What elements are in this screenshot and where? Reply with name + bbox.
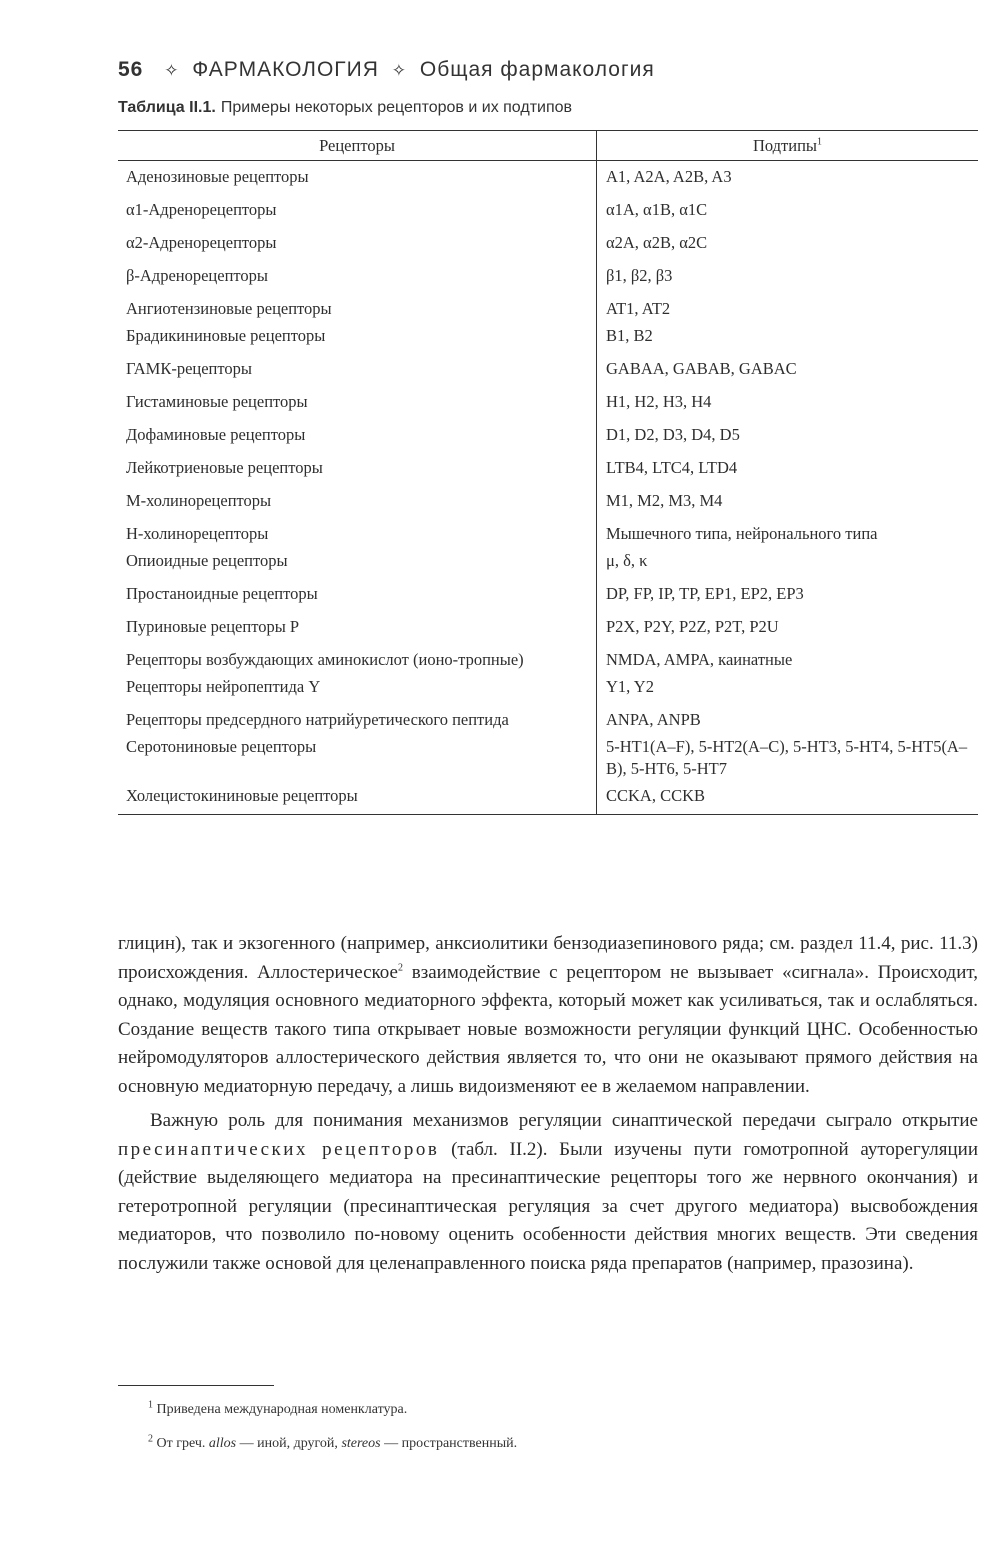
receptor-subtypes: NMDA, AMPA, каинатные xyxy=(597,644,979,671)
table-row xyxy=(118,611,978,644)
footnote xyxy=(148,1427,968,1461)
footnote-text: — иной, другой, xyxy=(236,1436,342,1451)
receptor-subtypes: CCKA, CCKB xyxy=(597,780,979,815)
receptor-subtypes: M1, M2, M3, M4 xyxy=(597,485,979,518)
receptor-subtypes: α1A, α1B, α1C xyxy=(597,194,979,227)
footnote-text: От греч. xyxy=(156,1436,209,1451)
footnote-mark: 2 xyxy=(148,1433,153,1445)
table-caption-text: Примеры некоторых рецепторов и их подтипов xyxy=(220,99,573,116)
table-row xyxy=(118,386,978,419)
table-row xyxy=(118,227,978,260)
page-number: 56 xyxy=(118,58,144,81)
table-row xyxy=(118,419,978,452)
footnote-text: Приведена международная номенклатура. xyxy=(156,1402,408,1417)
receptor-subtypes: β1, β2, β3 xyxy=(597,260,979,293)
table-row xyxy=(118,293,978,320)
receptor-subtypes: GABAA, GABAB, GABAC xyxy=(597,353,979,386)
paragraph-text: Важную роль для понимания механизмов регуляции синаптической передачи сыграло открытие xyxy=(150,1110,978,1131)
table-header-row xyxy=(118,131,978,161)
footnote xyxy=(148,1393,968,1427)
table-row xyxy=(118,704,978,731)
footnote-text: — пространственный. xyxy=(380,1436,518,1451)
receptor-subtypes: ANPA, ANPB xyxy=(597,704,979,731)
body-text xyxy=(118,930,978,1278)
footnote-term: stereos xyxy=(341,1436,381,1451)
receptor-subtypes: LTB4, LTC4, LTD4 xyxy=(597,452,979,485)
receptor-name: Ангиотензиновые рецепторы xyxy=(126,299,332,318)
receptor-name: М-холинорецепторы xyxy=(126,491,272,510)
receptor-name: Опиоидные рецепторы xyxy=(126,551,288,570)
receptor-name: Рецепторы нейропептида Y xyxy=(126,677,321,696)
table-row xyxy=(118,161,978,195)
table-row xyxy=(118,485,978,518)
receptor-name: ГАМК-рецепторы xyxy=(126,359,252,378)
receptor-name: Дофаминовые рецепторы xyxy=(126,425,306,444)
receptor-subtypes: μ, δ, κ xyxy=(597,545,979,578)
receptor-name: Холецистокининовые рецепторы xyxy=(118,780,597,815)
receptor-subtypes: DP, FP, IP, TP, EP1, EP2, EP3 xyxy=(597,578,979,611)
footnotes xyxy=(148,1393,968,1461)
separator-glyph: ✧ xyxy=(164,61,180,80)
receptor-name: α1-Адренорецепторы xyxy=(126,200,277,219)
receptor-name: Брадикининовые рецепторы xyxy=(126,326,326,345)
receptor-subtypes: D1, D2, D3, D4, D5 xyxy=(597,419,979,452)
receptor-name: Серотониновые рецепторы xyxy=(126,737,317,756)
receptor-name: Лейкотриеновые рецепторы xyxy=(126,458,323,477)
receptor-name: Простаноидные рецепторы xyxy=(126,584,318,603)
receptor-name: Аденозиновые рецепторы xyxy=(126,167,309,186)
receptor-table xyxy=(118,130,978,815)
paragraph xyxy=(118,930,978,1101)
book-title: ФАРМАКОЛОГИЯ xyxy=(192,58,379,81)
footnote-term: allos xyxy=(208,1436,237,1451)
paragraph-text: взаимодействие с рецептором не вызывает «сигнала». Происходит, однако, модуляция основного медиаторного эффекта, который может как усиливаться, так и ослабляться. Создание веществ такого типа открывает новые возможности регуляции функций ЦНС. Особенностью нейромодуляторов аллостерического действия является то, что они не оказывают прямого действия на основную медиаторную передачу, а лишь видоизменяют ее в желаемом направлении. xyxy=(118,961,978,1097)
receptor-subtypes: H1, H2, H3, H4 xyxy=(597,386,979,419)
table-row xyxy=(118,780,978,815)
paragraph-text: (табл. II.2). Были изучены пути гомотропной ауторегуляции (действие выделяющего медиатора на пресинаптические рецепторы того же нервного окончания) и гетеротропной регуляции (пресинаптическая регуляция за счет другого медиатора) высвобождения медиаторов, что позволило по-новому оценить особенности действия многих веществ. Эти сведения послужили также основой для целенаправленного поиска ряда препаратов (например, празозина). xyxy=(118,1138,979,1274)
receptor-subtypes: B1, B2 xyxy=(597,320,979,353)
receptor-subtypes: AT1, AT2 xyxy=(597,293,979,320)
table-row xyxy=(118,545,978,578)
receptor-subtypes: A1, A2A, A2B, A3 xyxy=(597,161,979,195)
table-row xyxy=(118,194,978,227)
receptor-name: Рецепторы возбуждающих аминокислот (ионо-тропные) xyxy=(126,650,524,669)
table-row xyxy=(118,578,978,611)
receptor-subtypes: P2X, P2Y, P2Z, P2T, P2U xyxy=(597,611,979,644)
receptor-subtypes: Y1, Y2 xyxy=(597,671,979,704)
receptor-name: β-Адренорецепторы xyxy=(126,266,268,285)
table-row xyxy=(118,353,978,386)
footnote-ref: 2 xyxy=(397,962,403,974)
receptor-subtypes: α2A, α2B, α2C xyxy=(597,227,979,260)
emphasized-term: пресинаптических рецепторов xyxy=(118,1138,440,1160)
column-header-subtypes xyxy=(597,131,979,161)
separator-glyph: ✧ xyxy=(391,61,408,80)
table-row xyxy=(118,671,978,704)
paragraph xyxy=(118,1107,978,1278)
receptor-name: α2-Адренорецепторы xyxy=(126,233,277,252)
table-row xyxy=(118,320,978,353)
receptor-subtypes: 5-HT1(A–F), 5-HT2(A–C), 5-HT3, 5-HT4, 5-HT5(A–B), 5-HT6, 5-HT7 xyxy=(597,731,979,780)
table-row xyxy=(118,260,978,293)
table-row xyxy=(118,644,978,671)
footnote-divider xyxy=(118,1385,274,1386)
table-row xyxy=(118,731,978,780)
table-row xyxy=(118,452,978,485)
footnote-ref: 1 xyxy=(817,136,823,147)
footnote-mark: 1 xyxy=(148,1399,153,1411)
receptor-name: Н-холинорецепторы xyxy=(126,524,269,543)
table-label: Таблица II.1. xyxy=(118,99,216,116)
receptor-name: Пуриновые рецепторы Р xyxy=(126,617,300,636)
table-row xyxy=(118,518,978,545)
table-caption xyxy=(118,99,978,117)
column-header-receptors: Рецепторы xyxy=(118,131,597,161)
receptor-subtypes: Мышечного типа, нейронального типа xyxy=(597,518,979,545)
paragraph-text: глицин), так и экзогенного (например, анксиолитики бензодиазепинового ряда; см. раздел 11.4, рис. 11.3) происхождения. Аллостерическое xyxy=(118,933,978,983)
column-header-subtypes-label: Подтипы xyxy=(752,135,818,155)
receptor-name: Гистаминовые рецепторы xyxy=(126,392,308,411)
running-header xyxy=(118,58,978,82)
receptor-name: Рецепторы предсердного натрийуретического пептида xyxy=(126,710,509,729)
section-title: Общая фармакология xyxy=(419,58,655,81)
